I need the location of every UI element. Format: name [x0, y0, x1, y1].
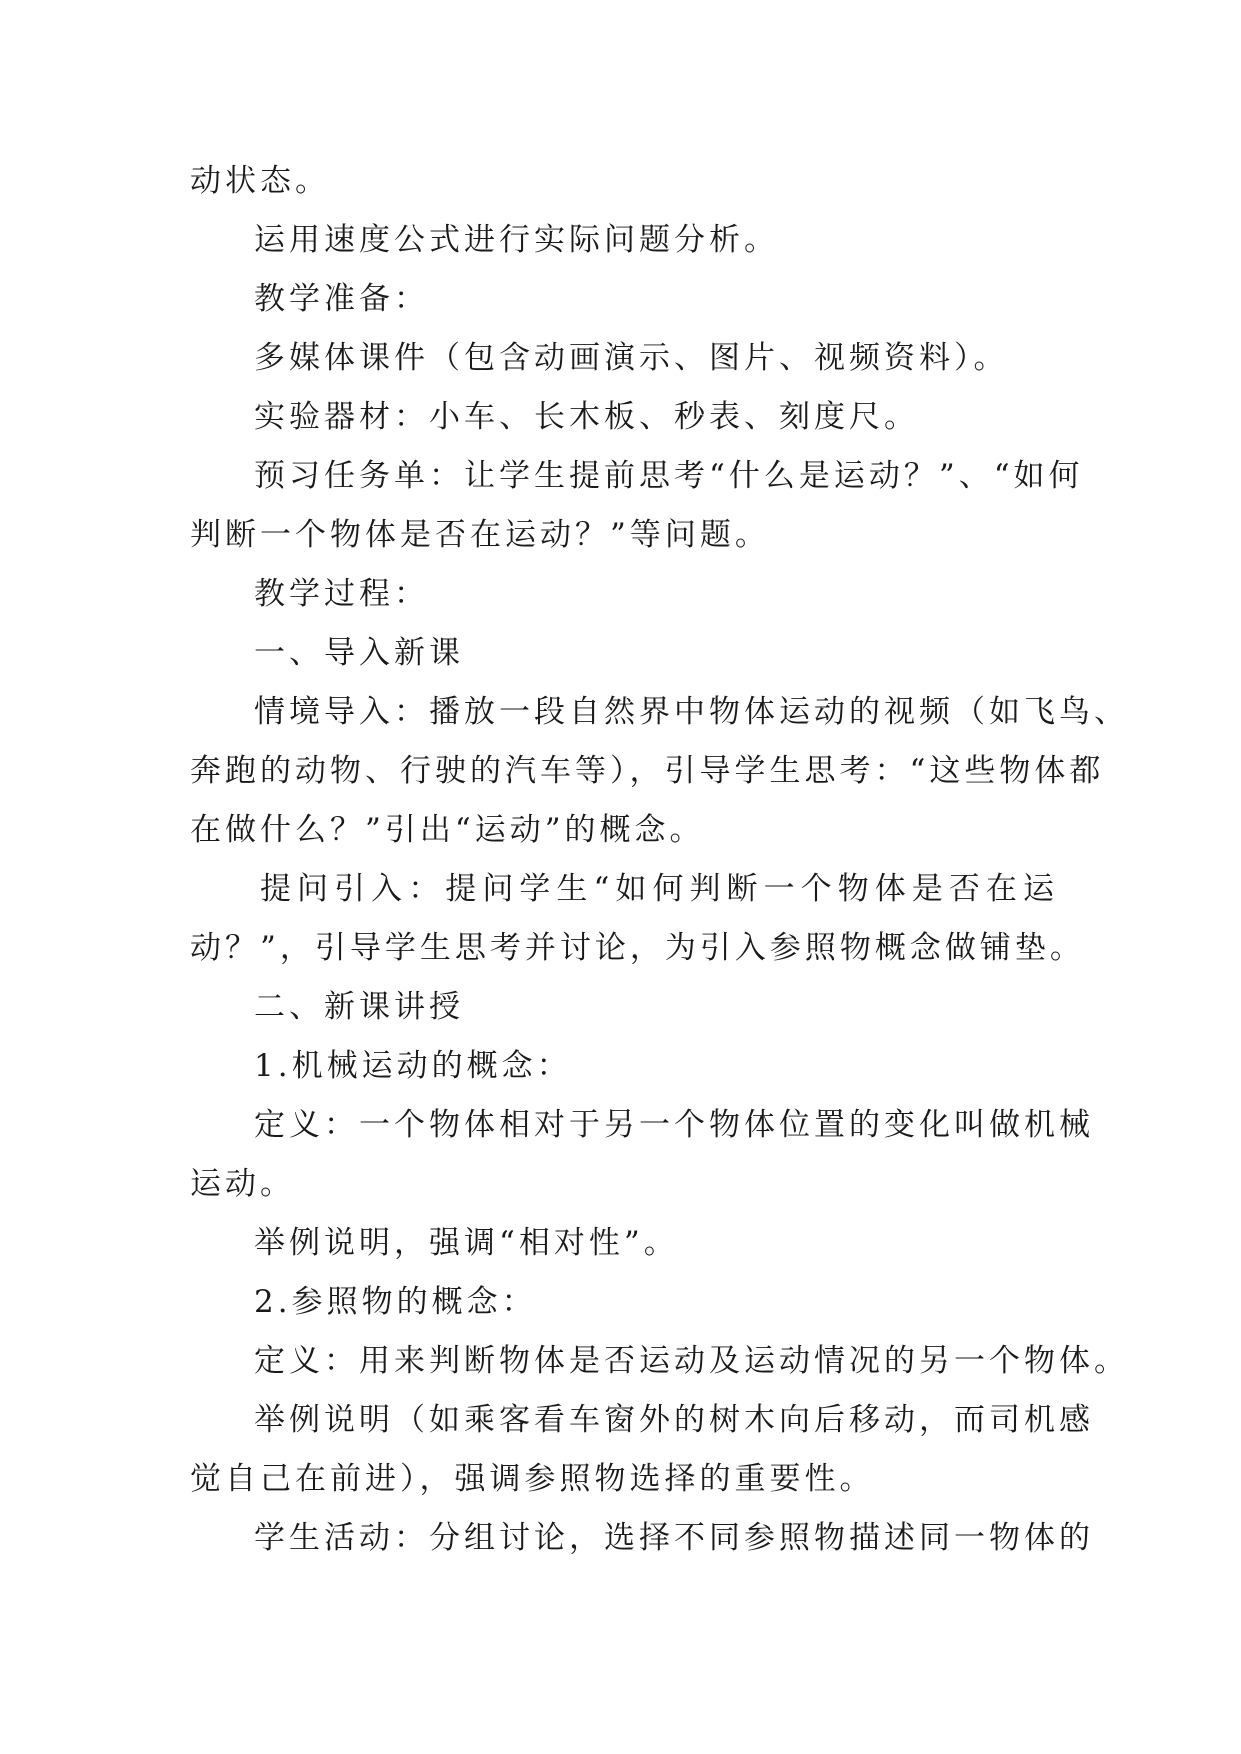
section-heading: 二、新课讲授	[254, 989, 464, 1025]
text-line: 觉自己在前进），强调参照物选择的重要性。	[190, 1461, 875, 1497]
text-line: 预习任务单：让学生提前思考“什么是运动？”、“如何	[254, 458, 1084, 494]
text-line: 举例说明，强调“相对性”。	[254, 1225, 679, 1261]
text-line: 定义：用来判断物体是否运动及运动情况的另一个物体。	[254, 1343, 1129, 1379]
text-line: 情境导入：播放一段自然界中物体运动的视频（如飞鸟、	[254, 694, 1129, 730]
text-line: 举例说明（如乘客看车窗外的树木向后移动，而司机感	[254, 1402, 1094, 1438]
text-line: 奔跑的动物、行驶的汽车等），引导学生思考：“这些物体都	[190, 753, 1105, 789]
document-body	[190, 152, 1129, 1568]
text-line: 在做什么？”引出“运动”的概念。	[190, 812, 705, 848]
subsection-heading: 1.机械运动的概念：	[254, 1048, 572, 1084]
text-line: 多媒体课件（包含动画演示、图片、视频资料）。	[254, 340, 1009, 376]
section-label: 教学准备：	[254, 281, 429, 317]
text-line: 判断一个物体是否在运动？”等问题。	[190, 517, 770, 553]
section-label: 教学过程：	[254, 576, 429, 612]
text-line: 动？”，引导学生思考并讨论，为引入参照物概念做铺垫。	[190, 930, 1085, 966]
text-line: 实验器材：小车、长木板、秒表、刻度尺。	[254, 399, 919, 435]
text-line: 运动。	[190, 1166, 295, 1202]
text-line: 提问引入：提问学生“如何判断一个物体是否在运	[260, 871, 1058, 907]
section-heading: 一、导入新课	[254, 635, 464, 671]
text-line: 运用速度公式进行实际问题分析。	[254, 222, 779, 258]
text-line: 学生活动：分组讨论，选择不同参照物描述同一物体的	[254, 1520, 1094, 1556]
text-line: 动状态。	[190, 163, 330, 199]
text-line: 定义：一个物体相对于另一个物体位置的变化叫做机械	[254, 1107, 1094, 1143]
subsection-heading: 2.参照物的概念：	[254, 1284, 537, 1320]
